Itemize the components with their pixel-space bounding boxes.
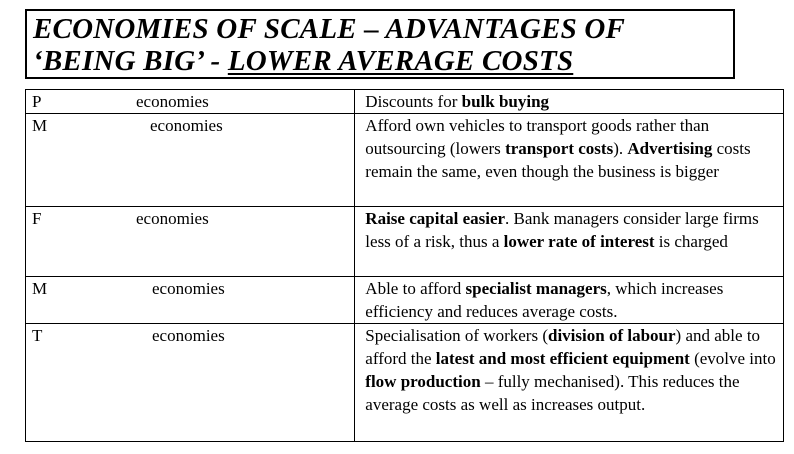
description-text: Afford own vehicles to transport goods rather than outsourcing (lowers [365, 116, 710, 158]
description-text: Able to afford [365, 279, 466, 298]
bold-term: latest and most efficient equipment [435, 349, 690, 368]
description-text: costs remain the same, even though the business is bigger [365, 139, 751, 181]
bold-term: specialist managers [465, 279, 607, 298]
bold-term: division of labour [548, 326, 676, 345]
description-text: . Bank managers consider large firms less of a risk, thus a [365, 209, 759, 251]
economy-type-cell [26, 277, 355, 324]
bold-term: flow production [365, 372, 481, 391]
title-line-2 [33, 45, 733, 77]
description-text: ) and able to afford the [365, 326, 761, 368]
description-text: Discounts for [365, 92, 462, 111]
description-text: – fully mechanised). This reduces the average costs as well as increases output. [365, 372, 740, 414]
economy-description [355, 90, 784, 114]
description-text: is charged [654, 232, 728, 251]
economy-type-cell [26, 114, 355, 207]
table-row [26, 324, 784, 442]
economy-word: economies [136, 92, 209, 111]
economy-description [355, 114, 784, 207]
economy-type-cell [26, 90, 355, 114]
title-underlined: LOWER AVERAGE COSTS [227, 45, 574, 77]
title-box [25, 9, 735, 79]
bold-term: bulk buying [461, 92, 550, 111]
economy-type-cell [26, 324, 355, 442]
economy-description [355, 277, 784, 324]
economy-letter: P [32, 92, 42, 111]
economy-letter: F [32, 209, 42, 228]
economy-description [355, 324, 784, 442]
description-text: , which increases efficiency and reduces average costs. [365, 279, 724, 321]
economy-type-cell [26, 207, 355, 277]
description-text: Specialisation of workers ( [365, 326, 548, 345]
economy-letter: M [32, 116, 48, 135]
table-row [26, 277, 784, 324]
description-text: (evolve into [689, 349, 776, 368]
table-row [26, 114, 784, 207]
economy-letter: T [32, 326, 43, 345]
description-text: ). [613, 139, 628, 158]
economy-word: economies [150, 116, 223, 135]
bold-term: Raise capital easier [365, 209, 506, 228]
bold-term: lower rate of interest [503, 232, 655, 251]
economy-description [355, 207, 784, 277]
bold-term: Advertising [627, 139, 713, 158]
title-prefix: ‘BEING BIG’ - [33, 45, 228, 77]
economy-word: economies [152, 279, 225, 298]
economy-word: economies [152, 326, 225, 345]
title-line-1: ECONOMIES OF SCALE – ADVANTAGES OF [33, 13, 626, 45]
economy-word: economies [136, 209, 209, 228]
table-row [26, 90, 784, 114]
economy-letter: M [32, 279, 48, 298]
table-row [26, 207, 784, 277]
bold-term: transport costs [505, 139, 614, 158]
economies-table [25, 89, 784, 442]
